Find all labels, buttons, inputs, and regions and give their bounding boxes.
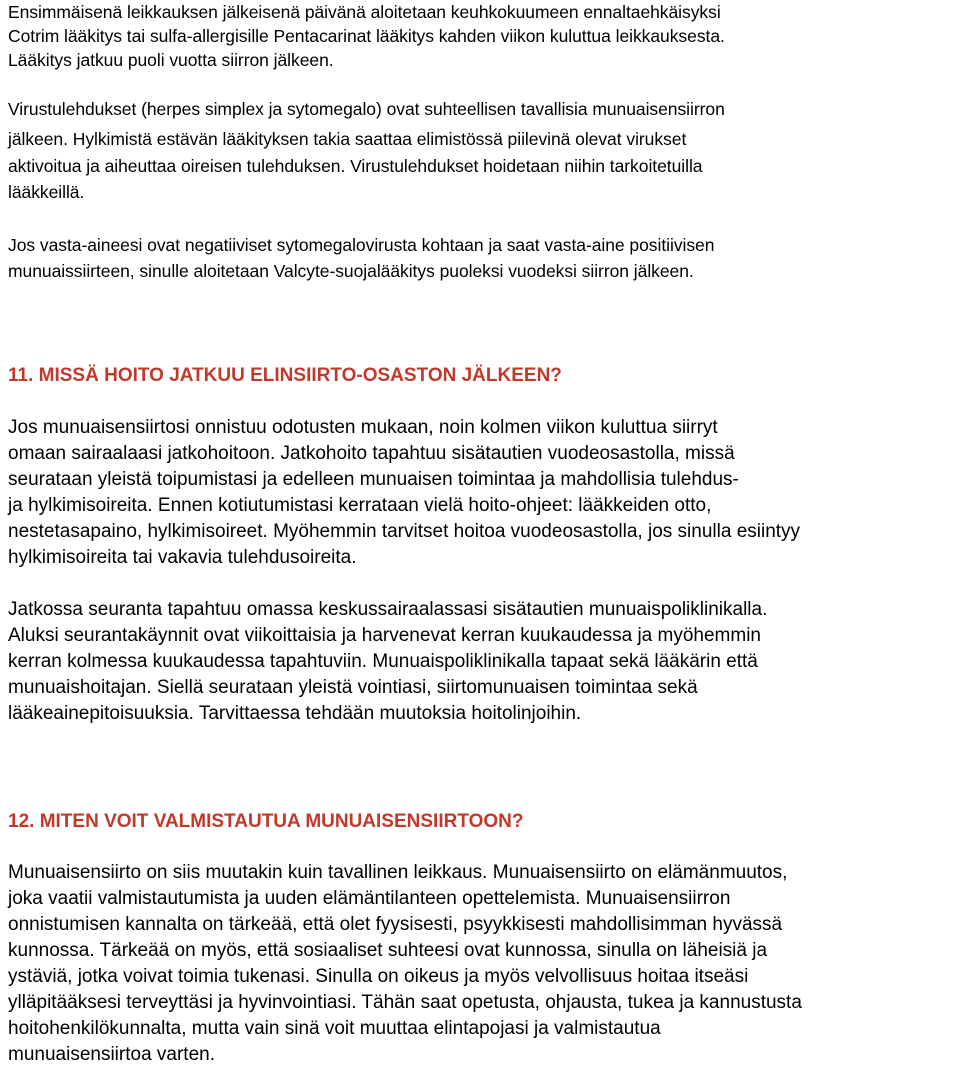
intro-line: munuaissiirteen, sinulle aloitetaan Valcyte-suojalääkitys puoleksi vuodeksi siirron jälkeen. xyxy=(8,261,694,281)
section-12-line: joka vaatii valmistautumista ja uuden elämäntilanteen opettelemista. Munuaisensiirron xyxy=(8,888,731,909)
section-11-line: Jos munuaisensiirtosi onnistuu odotusten mukaan, noin kolmen viikon kuluttua siirryt xyxy=(8,417,718,438)
intro-line: lääkkeillä. xyxy=(8,182,85,202)
intro-line: aktivoitua ja aiheuttaa oireisen tulehduksen. Virustulehdukset hoidetaan niihin tarkoitetuilla xyxy=(8,156,703,176)
intro-line: Virustulehdukset (herpes simplex ja sytomegalo) ovat suhteellisen tavallisia munuaisensiirron xyxy=(8,99,725,119)
section-11-line: nestetasapaino, hylkimisoireet. Myöhemmin tarvitset hoitoa vuodeosastolla, jos sinulla esiintyy xyxy=(8,521,801,542)
section-11-line: Jatkossa seuranta tapahtuu omassa keskussairaalassasi sisätautien munuaispoliklinikalla. xyxy=(8,599,768,620)
section-11-line: ja hylkimisoireita. Ennen kotiutumistasi kerrataan vielä hoito-ohjeet: lääkkeiden otto, xyxy=(8,495,712,516)
section-11-line: lääkeainepitoisuuksia. Tarvittaessa tehdään muutoksia hoitolinjoihin. xyxy=(8,703,582,724)
intro-line: Jos vasta-aineesi ovat negatiiviset sytomegalovirusta kohtaan ja saat vasta-aine positiivisen xyxy=(8,235,715,255)
section-11-line: munuaishoitajan. Siellä seurataan yleistä vointiasi, siirtomunuaisen toimintaa sekä xyxy=(8,677,698,698)
section-11-line: hylkimisoireita tai vakavia tulehdusoireita. xyxy=(8,547,357,568)
section-12-line: onnistumisen kannalta on tärkeää, että olet fyysisesti, psyykkisesti mahdollisimman hyvässä xyxy=(8,914,783,935)
section-11-line: omaan sairaalaasi jatkohoitoon. Jatkohoito tapahtuu sisätautien vuodeosastolla, missä xyxy=(8,443,735,464)
section-11-line: Aluksi seurantakäynnit ovat viikoittaisia ja harvenevat kerran kuukaudessa ja myöhemmin xyxy=(8,625,761,646)
section-12-line: kunnossa. Tärkeää on myös, että sosiaaliset suhteesi ovat kunnossa, sinulla on läheisiä ja xyxy=(8,940,768,961)
section-12-line: Munuaisensiirto on siis muutakin kuin tavallinen leikkaus. Munuaisensiirto on elämänmuutos, xyxy=(8,862,788,883)
section-11-line: seurataan yleistä toipumistasi ja edelleen munuaisen toimintaa ja mahdollisia tulehdus- xyxy=(8,469,739,490)
intro-line: Lääkitys jatkuu puoli vuotta siirron jälkeen. xyxy=(8,50,334,70)
section-12-line: hoitohenkilökunnalta, mutta vain sinä voit muuttaa elintapojasi ja valmistautua xyxy=(8,1018,661,1039)
section-12-heading: 12. MITEN VOIT VALMISTAUTUA MUNUAISENSIIRTOON? xyxy=(8,811,524,832)
intro-line: Cotrim lääkitys tai sulfa-allergisille Pentacarinat lääkitys kahden viikon kuluttua leikkauksesta. xyxy=(8,26,725,46)
section-12-line: ylläpitääksesi terveyttäsi ja hyvinvointiasi. Tähän saat opetusta, ohjausta, tukea ja kannustusta xyxy=(8,992,802,1013)
section-12-line: ystäviä, jotka voivat toimia tukenasi. Sinulla on oikeus ja myös velvollisuus hoitaa itseäsi xyxy=(8,966,749,987)
section-11-heading: 11. MISSÄ HOITO JATKUU ELINSIIRTO-OSASTON JÄLKEEN? xyxy=(8,365,562,386)
section-11-line: kerran kolmessa kuukaudessa tapahtuviin. Munuaispoliklinikalla tapaat sekä lääkärin että xyxy=(8,651,758,672)
intro-line: Ensimmäisenä leikkauksen jälkeisenä päivänä aloitetaan keuhkokuumeen ennaltaehkäisyksi xyxy=(8,2,721,22)
intro-line: jälkeen. Hylkimistä estävän lääkityksen takia saattaa elimistössä piilevinä olevat virukset xyxy=(8,129,687,149)
section-12-line: munuaisensiirtoa varten. xyxy=(8,1044,215,1065)
